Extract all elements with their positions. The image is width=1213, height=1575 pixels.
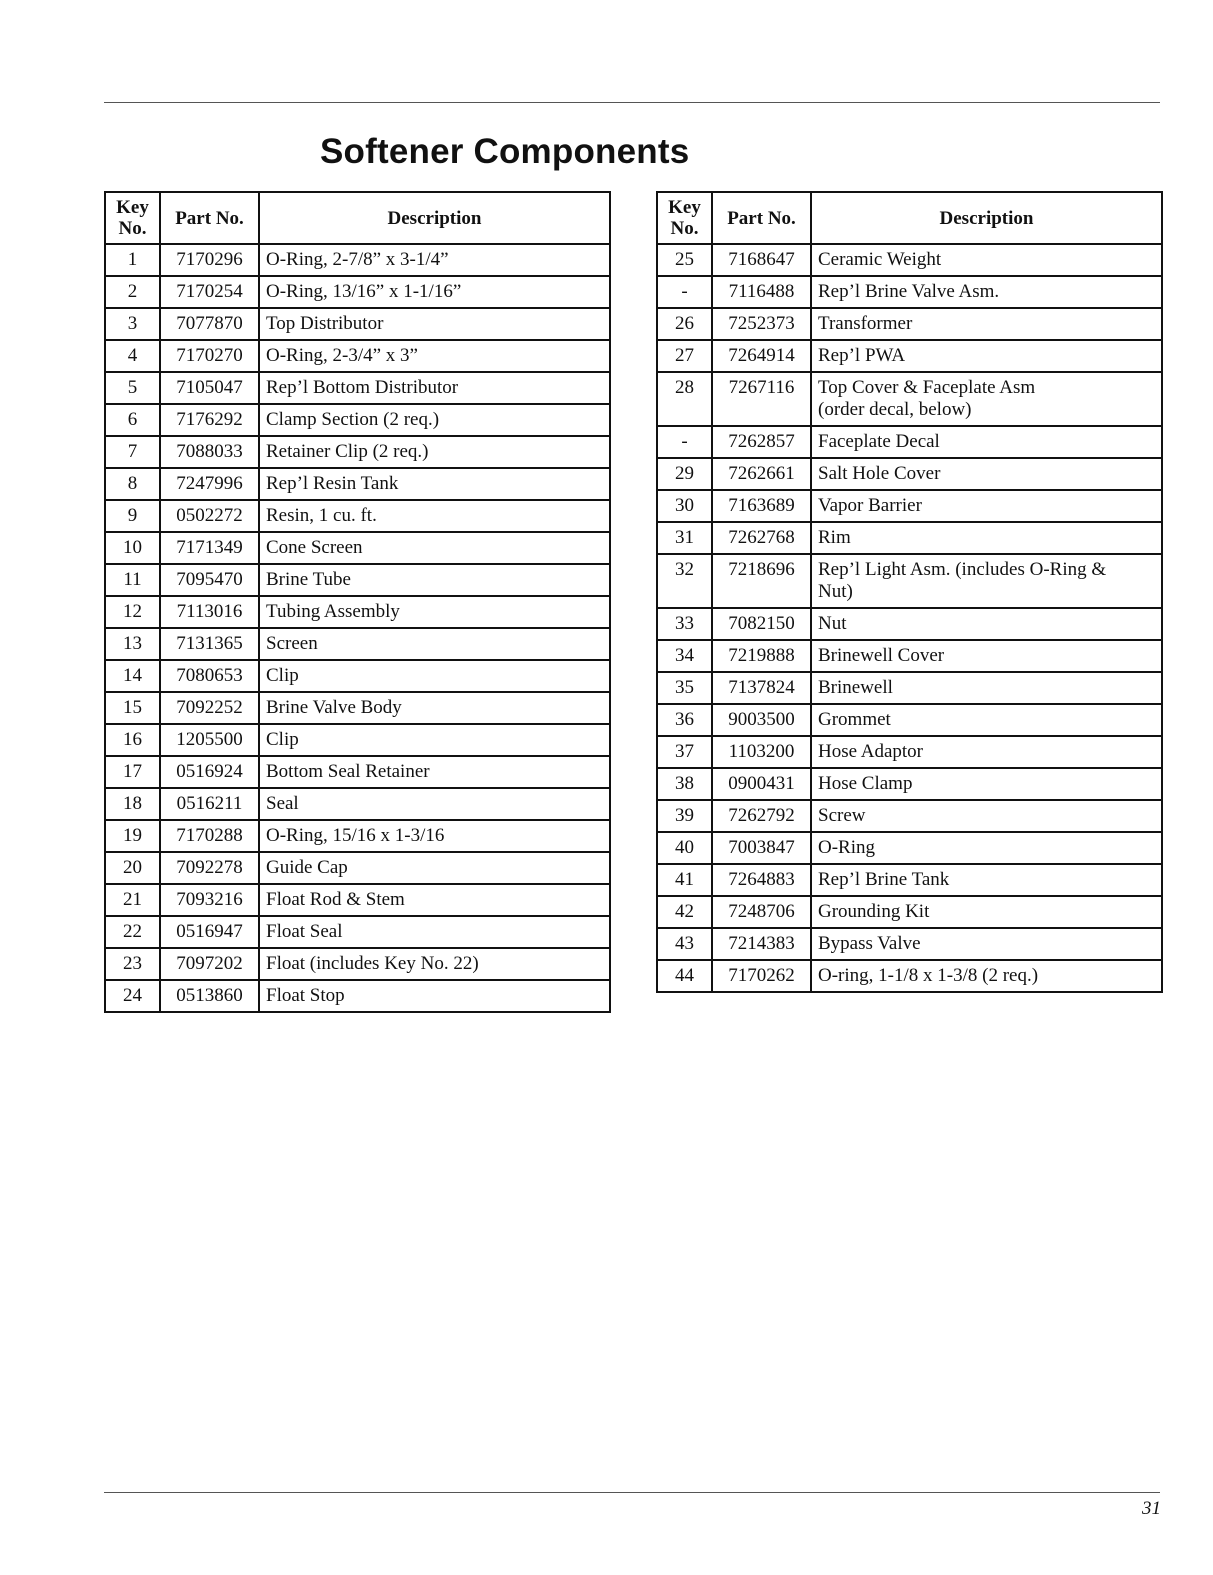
table-row — [657, 864, 1162, 896]
description-cell: Brinewell Cover — [811, 640, 1162, 672]
description-cell: Brine Tube — [259, 564, 610, 596]
table-row — [657, 372, 1162, 426]
table-row — [657, 276, 1162, 308]
description-cell: Top Distributor — [259, 308, 610, 340]
part-no-cell: 7082150 — [712, 608, 811, 640]
table-row — [105, 372, 610, 404]
part-no-cell: 7214383 — [712, 928, 811, 960]
table-row — [657, 928, 1162, 960]
part-no-cell: 7088033 — [160, 436, 259, 468]
description-cell: Float Seal — [259, 916, 610, 948]
description-line: (order decal, below) — [818, 399, 972, 420]
part-no-cell: 7218696 — [712, 554, 811, 608]
table-row — [105, 852, 610, 884]
description-cell: Nut — [811, 608, 1162, 640]
part-no-cell: 7219888 — [712, 640, 811, 672]
part-no-cell: 7262792 — [712, 800, 811, 832]
key-no-cell: 35 — [657, 672, 712, 704]
table-row — [105, 660, 610, 692]
description-cell — [811, 554, 1162, 608]
key-no-cell: 31 — [657, 522, 712, 554]
parts-table-left — [104, 191, 611, 1013]
key-no-cell: 13 — [105, 628, 160, 660]
key-no-cell: 3 — [105, 308, 160, 340]
part-no-cell: 7003847 — [712, 832, 811, 864]
description-cell: Transformer — [811, 308, 1162, 340]
part-no-cell: 7137824 — [712, 672, 811, 704]
description-cell: Rep’l PWA — [811, 340, 1162, 372]
part-no-cell: 7170270 — [160, 340, 259, 372]
description-line: Top Cover & Faceplate Asm — [818, 377, 1036, 398]
table-row — [657, 832, 1162, 864]
table-row — [657, 736, 1162, 768]
key-no-cell: 15 — [105, 692, 160, 724]
key-no-cell: 1 — [105, 244, 160, 276]
description-cell: Clip — [259, 724, 610, 756]
part-no-cell: 1205500 — [160, 724, 259, 756]
table-row — [657, 554, 1162, 608]
key-no-cell: 12 — [105, 596, 160, 628]
part-no-cell: 7170262 — [712, 960, 811, 992]
key-no-cell: 33 — [657, 608, 712, 640]
part-no-cell: 0513860 — [160, 980, 259, 1012]
key-no-cell: 8 — [105, 468, 160, 500]
description-cell: Guide Cap — [259, 852, 610, 884]
key-no-cell: 20 — [105, 852, 160, 884]
page-title: Softener Components — [320, 132, 690, 171]
table-row — [105, 500, 610, 532]
page-number: 31 — [1142, 1498, 1161, 1519]
table-row — [657, 800, 1162, 832]
top-rule — [104, 102, 1160, 103]
table-row — [657, 458, 1162, 490]
key-no-cell: 32 — [657, 554, 712, 608]
key-no-cell: 28 — [657, 372, 712, 426]
part-no-cell: 7247996 — [160, 468, 259, 500]
key-no-cell: - — [657, 426, 712, 458]
part-no-cell: 9003500 — [712, 704, 811, 736]
table-row — [105, 820, 610, 852]
description-cell: O-Ring, 2-7/8” x 3-1/4” — [259, 244, 610, 276]
description-cell: Rep’l Bottom Distributor — [259, 372, 610, 404]
key-no-cell: 24 — [105, 980, 160, 1012]
table-row — [105, 532, 610, 564]
bottom-rule — [104, 1492, 1160, 1493]
table-row — [105, 980, 610, 1012]
key-no-cell: 4 — [105, 340, 160, 372]
table-row — [657, 960, 1162, 992]
key-no-cell: 44 — [657, 960, 712, 992]
part-no-cell: 0516924 — [160, 756, 259, 788]
table-row — [657, 768, 1162, 800]
table-header-row — [657, 192, 1162, 244]
description-cell: Salt Hole Cover — [811, 458, 1162, 490]
description-cell: Vapor Barrier — [811, 490, 1162, 522]
key-no-cell: 17 — [105, 756, 160, 788]
part-no-cell: 0502272 — [160, 500, 259, 532]
part-no-cell: 7264914 — [712, 340, 811, 372]
description-cell: Brine Valve Body — [259, 692, 610, 724]
description-cell: O-Ring, 2-3/4” x 3” — [259, 340, 610, 372]
description-line: Nut) — [818, 581, 853, 602]
description-cell: Tubing Assembly — [259, 596, 610, 628]
table-row — [105, 916, 610, 948]
header-key-no: Key No. — [657, 192, 712, 244]
key-no-cell: 37 — [657, 736, 712, 768]
description-cell: Ceramic Weight — [811, 244, 1162, 276]
part-no-cell: 7262857 — [712, 426, 811, 458]
part-no-cell: 7171349 — [160, 532, 259, 564]
header-part-no: Part No. — [160, 192, 259, 244]
description-cell: Clamp Section (2 req.) — [259, 404, 610, 436]
table-row — [105, 628, 610, 660]
description-cell: Retainer Clip (2 req.) — [259, 436, 610, 468]
key-no-cell: 42 — [657, 896, 712, 928]
description-cell: O-Ring, 13/16” x 1-1/16” — [259, 276, 610, 308]
description-cell: Bottom Seal Retainer — [259, 756, 610, 788]
table-row — [105, 756, 610, 788]
description-cell: Rim — [811, 522, 1162, 554]
table-row — [105, 788, 610, 820]
table-row — [105, 564, 610, 596]
description-cell: Hose Clamp — [811, 768, 1162, 800]
header-description: Description — [811, 192, 1162, 244]
table-row — [657, 608, 1162, 640]
table-row — [105, 948, 610, 980]
part-no-cell: 7097202 — [160, 948, 259, 980]
key-no-cell: 43 — [657, 928, 712, 960]
key-no-cell: 14 — [105, 660, 160, 692]
description-line: Rep’l Light Asm. (includes O-Ring & — [818, 559, 1107, 580]
table-row — [105, 244, 610, 276]
description-cell: Float Stop — [259, 980, 610, 1012]
description-cell: Hose Adaptor — [811, 736, 1162, 768]
description-cell: Grounding Kit — [811, 896, 1162, 928]
table-row — [657, 704, 1162, 736]
description-cell: Float (includes Key No. 22) — [259, 948, 610, 980]
part-no-cell: 7080653 — [160, 660, 259, 692]
table-header-row — [105, 192, 610, 244]
table-row — [105, 308, 610, 340]
key-no-cell: 36 — [657, 704, 712, 736]
description-cell: Rep’l Brine Tank — [811, 864, 1162, 896]
part-no-cell: 7077870 — [160, 308, 259, 340]
part-no-cell: 7105047 — [160, 372, 259, 404]
key-no-cell: 11 — [105, 564, 160, 596]
table-row — [657, 522, 1162, 554]
key-no-cell: 22 — [105, 916, 160, 948]
key-no-cell: 30 — [657, 490, 712, 522]
part-no-cell: 7163689 — [712, 490, 811, 522]
description-cell: Float Rod & Stem — [259, 884, 610, 916]
table-row — [105, 724, 610, 756]
table-row — [657, 308, 1162, 340]
parts-table-right — [656, 191, 1163, 993]
key-no-cell: 34 — [657, 640, 712, 672]
description-cell: Rep’l Resin Tank — [259, 468, 610, 500]
table-row — [657, 490, 1162, 522]
key-no-cell: 7 — [105, 436, 160, 468]
key-no-cell: 16 — [105, 724, 160, 756]
description-cell: Resin, 1 cu. ft. — [259, 500, 610, 532]
header-part-no: Part No. — [712, 192, 811, 244]
table-row — [105, 884, 610, 916]
part-no-cell: 7116488 — [712, 276, 811, 308]
key-no-cell: 19 — [105, 820, 160, 852]
description-cell — [811, 372, 1162, 426]
part-no-cell: 7262661 — [712, 458, 811, 490]
description-cell: Rep’l Brine Valve Asm. — [811, 276, 1162, 308]
key-no-cell: - — [657, 276, 712, 308]
part-no-cell: 7267116 — [712, 372, 811, 426]
part-no-cell: 1103200 — [712, 736, 811, 768]
table-row — [657, 640, 1162, 672]
key-no-cell: 5 — [105, 372, 160, 404]
table-row — [105, 436, 610, 468]
table-row — [105, 276, 610, 308]
key-no-cell: 29 — [657, 458, 712, 490]
description-cell: Screw — [811, 800, 1162, 832]
description-cell: Grommet — [811, 704, 1162, 736]
table-row — [657, 340, 1162, 372]
description-cell: Faceplate Decal — [811, 426, 1162, 458]
header-description: Description — [259, 192, 610, 244]
table-row — [105, 340, 610, 372]
key-no-cell: 39 — [657, 800, 712, 832]
description-cell: O-Ring, 15/16 x 1-3/16 — [259, 820, 610, 852]
part-no-cell: 7131365 — [160, 628, 259, 660]
part-no-cell: 7170254 — [160, 276, 259, 308]
description-cell: Screen — [259, 628, 610, 660]
key-no-cell: 40 — [657, 832, 712, 864]
key-no-cell: 23 — [105, 948, 160, 980]
part-no-cell: 7092252 — [160, 692, 259, 724]
table-row — [105, 404, 610, 436]
part-no-cell: 7176292 — [160, 404, 259, 436]
part-no-cell: 0900431 — [712, 768, 811, 800]
header-key-no: Key No. — [105, 192, 160, 244]
part-no-cell: 7095470 — [160, 564, 259, 596]
key-no-cell: 10 — [105, 532, 160, 564]
part-no-cell: 0516211 — [160, 788, 259, 820]
key-no-cell: 6 — [105, 404, 160, 436]
table-row — [657, 426, 1162, 458]
part-no-cell: 7092278 — [160, 852, 259, 884]
table-row — [657, 672, 1162, 704]
key-no-cell: 2 — [105, 276, 160, 308]
description-cell: Brinewell — [811, 672, 1162, 704]
key-no-cell: 27 — [657, 340, 712, 372]
key-no-cell: 21 — [105, 884, 160, 916]
key-no-cell: 9 — [105, 500, 160, 532]
part-no-cell: 7252373 — [712, 308, 811, 340]
part-no-cell: 7262768 — [712, 522, 811, 554]
description-cell: Cone Screen — [259, 532, 610, 564]
part-no-cell: 7248706 — [712, 896, 811, 928]
key-no-cell: 25 — [657, 244, 712, 276]
part-no-cell: 7168647 — [712, 244, 811, 276]
key-no-cell: 41 — [657, 864, 712, 896]
table-row — [105, 468, 610, 500]
description-cell: Clip — [259, 660, 610, 692]
description-cell: O-ring, 1-1/8 x 1-3/8 (2 req.) — [811, 960, 1162, 992]
table-row — [105, 692, 610, 724]
part-no-cell: 7264883 — [712, 864, 811, 896]
part-no-cell: 0516947 — [160, 916, 259, 948]
key-no-cell: 26 — [657, 308, 712, 340]
table-row — [657, 896, 1162, 928]
part-no-cell: 7113016 — [160, 596, 259, 628]
part-no-cell: 7170288 — [160, 820, 259, 852]
description-cell: Bypass Valve — [811, 928, 1162, 960]
key-no-cell: 38 — [657, 768, 712, 800]
part-no-cell: 7093216 — [160, 884, 259, 916]
description-cell: Seal — [259, 788, 610, 820]
table-row — [657, 244, 1162, 276]
description-cell: O-Ring — [811, 832, 1162, 864]
key-no-cell: 18 — [105, 788, 160, 820]
table-row — [105, 596, 610, 628]
part-no-cell: 7170296 — [160, 244, 259, 276]
